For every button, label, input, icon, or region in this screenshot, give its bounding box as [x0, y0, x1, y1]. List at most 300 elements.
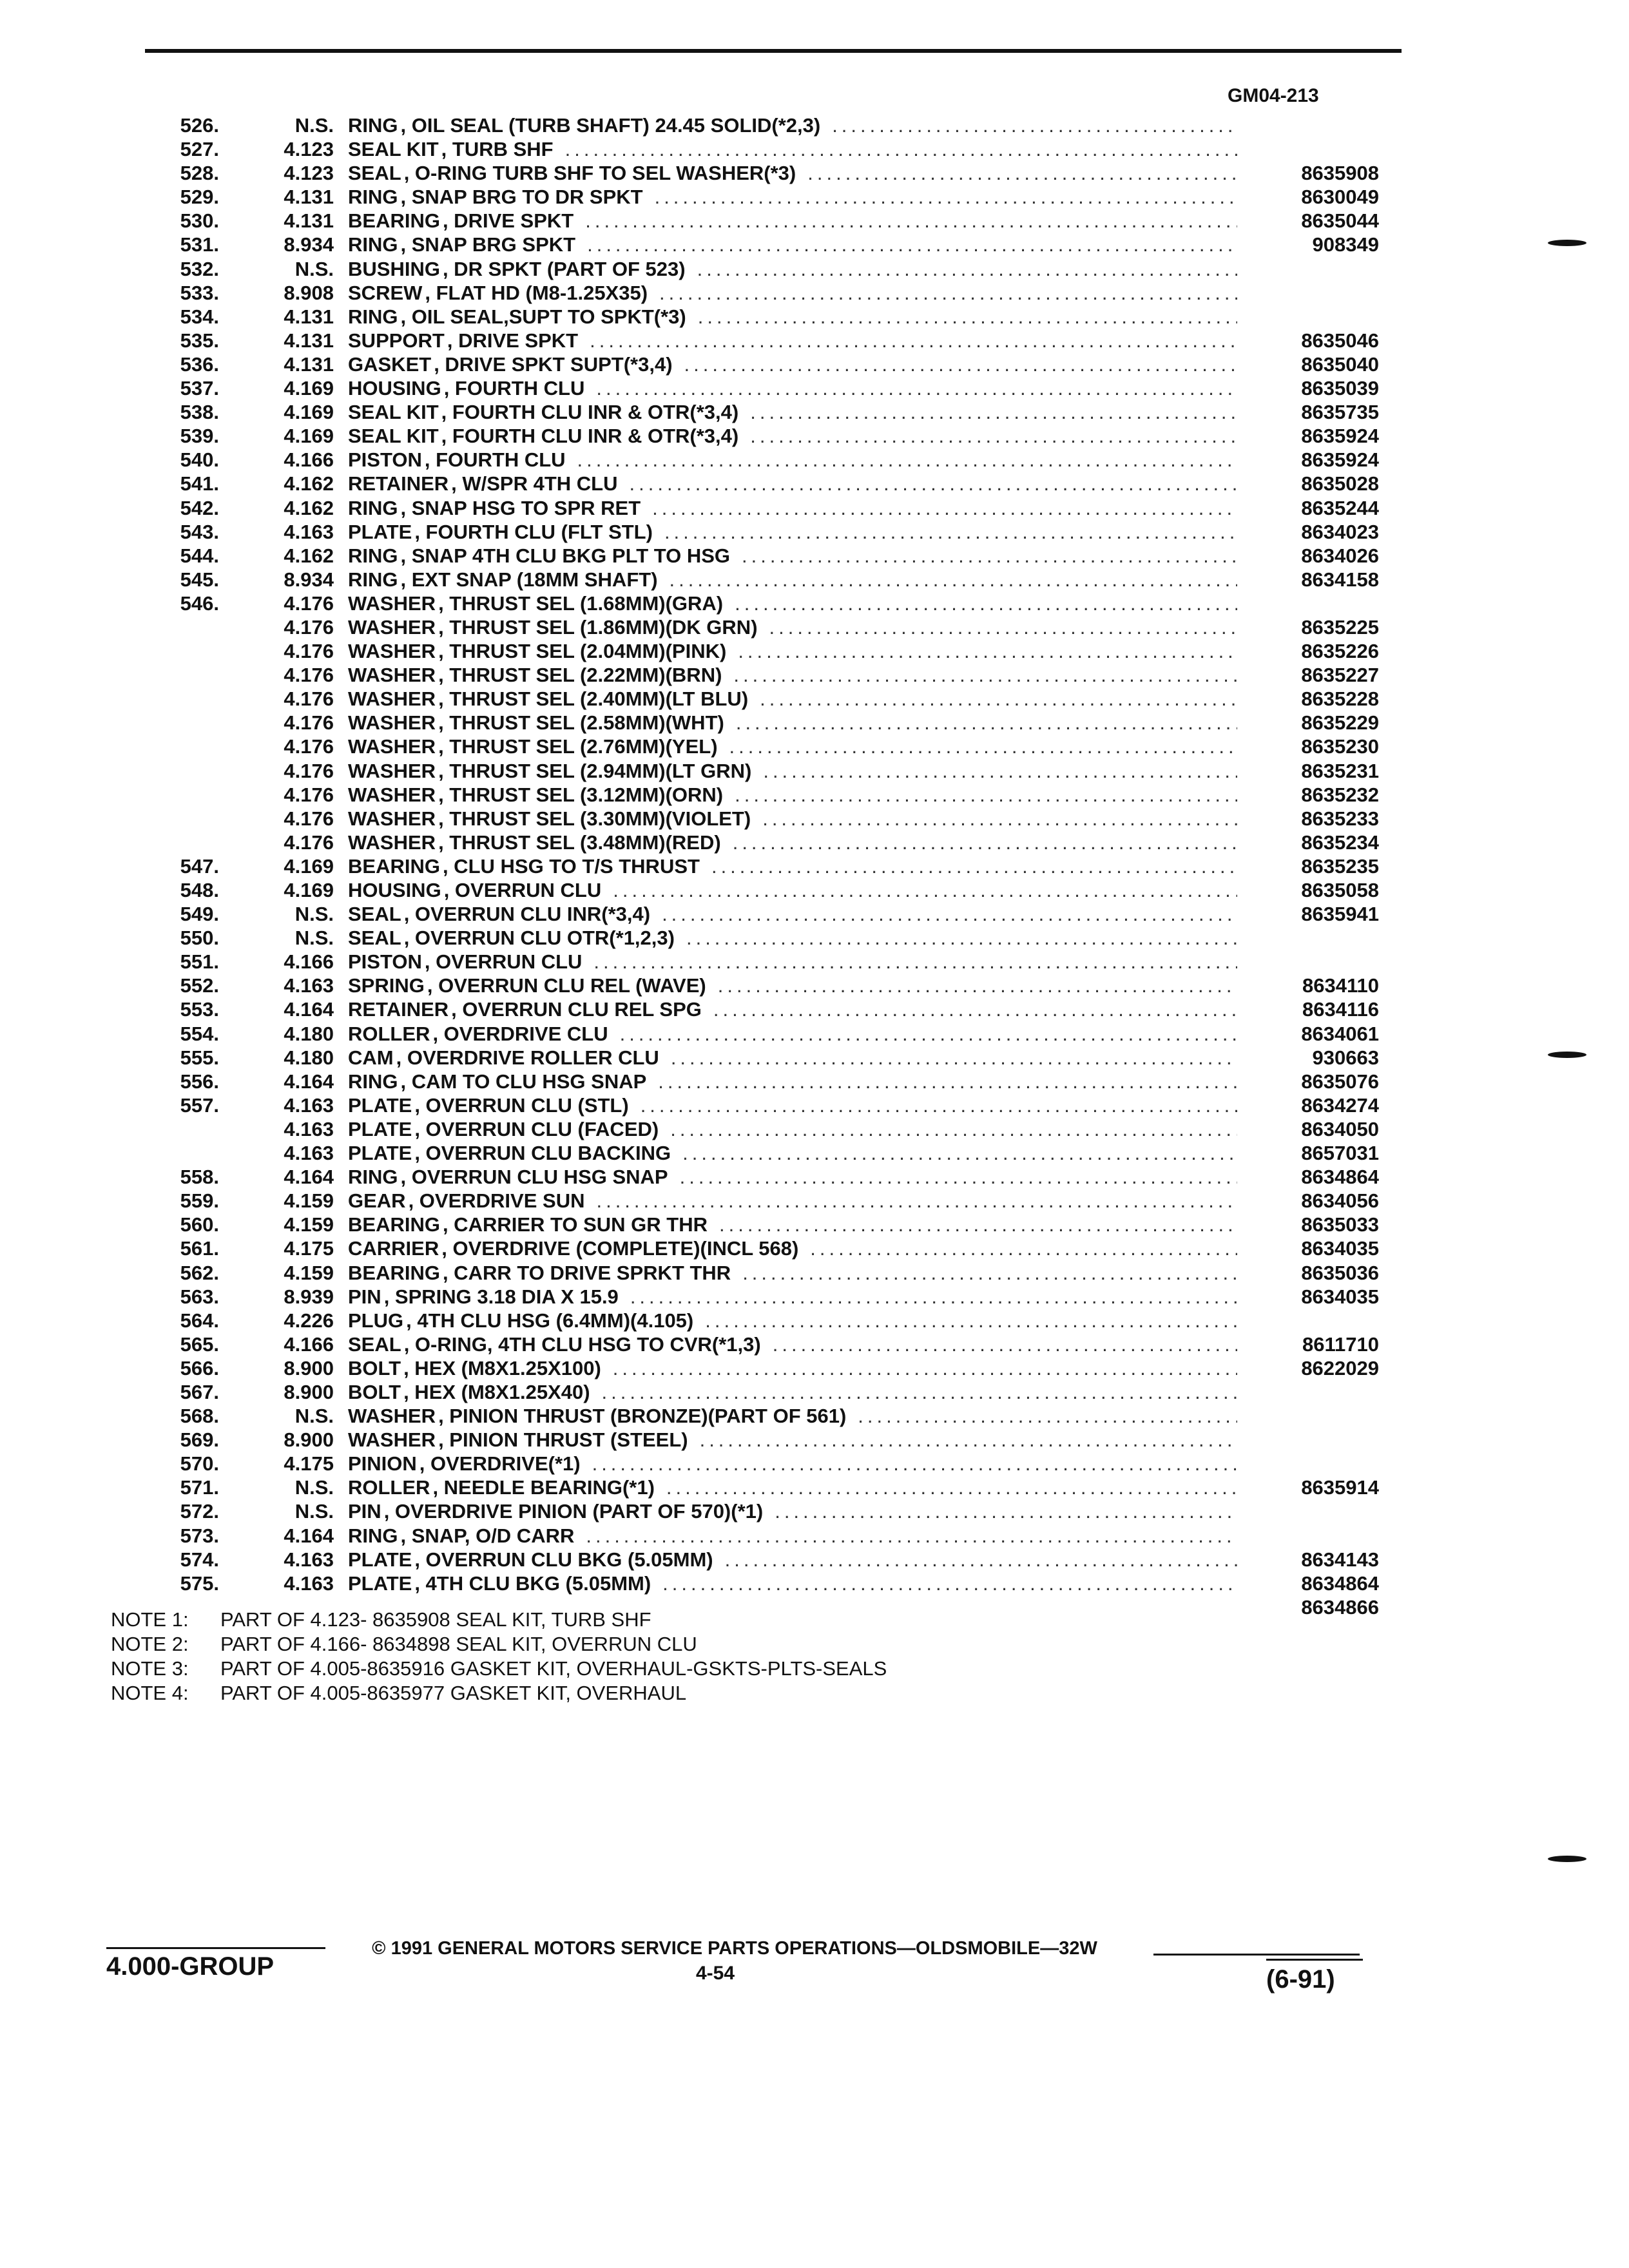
part-description	[348, 568, 1237, 591]
part-name: BEARING	[348, 1213, 440, 1236]
page-code: GM04-213	[1228, 85, 1319, 106]
part-detail: , THRUST SEL (2.94MM)(LT GRN)	[438, 759, 752, 782]
part-name: WASHER	[348, 735, 436, 758]
dot-leader	[858, 1404, 1237, 1428]
part-description	[348, 1524, 1237, 1548]
part-name: BEARING	[348, 1261, 440, 1284]
group-number: 4.131	[284, 352, 334, 376]
part-row	[0, 113, 1629, 137]
part-row	[0, 1165, 1629, 1189]
part-detail: , DRIVE SPKT SUPT(*3,4)	[434, 352, 673, 376]
part-row	[0, 1571, 1629, 1595]
dot-leader	[718, 974, 1237, 997]
part-name: BEARING	[348, 209, 440, 233]
dot-leader	[586, 1524, 1237, 1548]
part-number: 8635924	[1301, 448, 1379, 472]
group-number: 4.163	[284, 1142, 334, 1165]
part-description	[348, 1380, 1237, 1404]
part-name: SEAL KIT	[348, 138, 439, 161]
item-number: 547.	[180, 854, 219, 878]
part-detail: , SNAP BRG TO DR SPKT	[400, 186, 643, 209]
dot-leader	[742, 1261, 1237, 1285]
item-number: 545.	[180, 568, 219, 591]
dot-leader	[592, 1452, 1237, 1475]
part-name: SEAL	[348, 903, 401, 926]
item-number: 532.	[180, 257, 219, 280]
footer-rule-left	[106, 1947, 325, 1949]
group-number: 4.180	[284, 1022, 334, 1045]
part-name: PISTON	[348, 950, 422, 974]
group-number: 4.176	[284, 831, 334, 854]
part-row	[0, 1070, 1629, 1093]
part-detail: , SNAP 4TH CLU BKG PLT TO HSG	[400, 544, 731, 567]
part-description	[348, 1309, 1237, 1332]
part-number: 8635058	[1301, 879, 1379, 901]
dot-leader	[565, 137, 1237, 161]
part-name: RING	[348, 1070, 398, 1093]
part-row	[0, 185, 1629, 209]
item-number: 552.	[180, 974, 219, 997]
item-number: 551.	[180, 950, 219, 974]
note-text: PART OF 4.005-8635977 GASKET KIT, OVERHAUL	[220, 1682, 687, 1704]
part-name: SEAL	[348, 162, 401, 185]
item-number: 563.	[180, 1285, 219, 1308]
part-name: WASHER	[348, 1405, 436, 1428]
part-description	[348, 472, 1237, 495]
dot-leader	[775, 1499, 1237, 1523]
part-name: RING	[348, 1524, 398, 1547]
part-description	[348, 878, 1237, 902]
part-detail: , THRUST SEL (2.22MM)(BRN)	[438, 664, 722, 687]
part-row	[0, 950, 1629, 974]
part-row	[0, 520, 1629, 544]
dot-leader	[769, 615, 1237, 639]
part-row	[0, 329, 1629, 352]
group-number: 4.123	[284, 162, 334, 185]
part-number: 8635044	[1301, 209, 1379, 233]
group-number: 4.176	[284, 759, 334, 782]
part-description	[348, 1499, 1237, 1523]
item-number: 543.	[180, 520, 219, 543]
dot-leader	[662, 902, 1237, 926]
part-row	[0, 1332, 1629, 1356]
dot-leader	[719, 1213, 1237, 1236]
part-row	[0, 472, 1629, 495]
part-description	[348, 1046, 1237, 1070]
part-row	[0, 878, 1629, 902]
part-row	[0, 400, 1629, 424]
part-detail: , 4TH CLU HSG (6.4MM)(4.105)	[406, 1309, 694, 1332]
part-row	[0, 1236, 1629, 1260]
part-detail: , O-RING TURB SHF TO SEL WASHER(*3)	[403, 162, 796, 185]
part-row	[0, 759, 1629, 783]
group-number: 4.176	[284, 615, 334, 639]
part-name: PIN	[348, 1500, 381, 1523]
part-description	[348, 1475, 1237, 1499]
part-row	[0, 1404, 1629, 1428]
part-description	[348, 1141, 1237, 1165]
dot-leader	[662, 1571, 1237, 1595]
part-name: BEARING	[348, 854, 440, 878]
part-description	[348, 950, 1237, 974]
dot-leader	[587, 233, 1237, 256]
item-number: 574.	[180, 1548, 219, 1571]
part-name: WASHER	[348, 1428, 436, 1452]
part-detail: , THRUST SEL (1.86MM)(DK GRN)	[438, 615, 758, 639]
footer-page-number: 4-54	[696, 1963, 735, 1984]
part-name: SEAL	[348, 927, 401, 950]
part-number: 8634035	[1301, 1237, 1379, 1260]
part-detail: , THRUST SEL (1.68MM)(GRA)	[438, 591, 724, 615]
part-name: SEAL KIT	[348, 425, 439, 448]
dot-leader	[659, 281, 1237, 305]
dot-leader	[773, 1332, 1237, 1356]
part-row	[0, 161, 1629, 185]
part-description	[348, 496, 1237, 520]
part-name: PLATE	[348, 1117, 412, 1140]
dot-leader	[590, 329, 1237, 352]
part-detail: , OIL SEAL (TURB SHAFT) 24.45 SOLID(*2,3)	[400, 114, 821, 137]
dot-leader	[750, 424, 1237, 448]
item-number: 562.	[180, 1261, 219, 1284]
dot-leader	[680, 1165, 1237, 1189]
part-name: WASHER	[348, 759, 436, 782]
part-description	[348, 711, 1237, 735]
part-name: WASHER	[348, 687, 436, 711]
binder-mark	[1548, 1856, 1586, 1862]
part-number: 8634158	[1301, 568, 1379, 591]
part-description	[348, 639, 1237, 663]
part-description	[348, 687, 1237, 711]
part-name: CAM	[348, 1046, 394, 1069]
item-number: 538.	[180, 401, 219, 424]
part-detail: , TURB SHF	[441, 138, 554, 161]
group-number: 4.169	[284, 425, 334, 448]
part-row	[0, 568, 1629, 591]
dot-leader	[593, 950, 1237, 974]
part-row	[0, 1046, 1629, 1070]
dot-leader	[733, 663, 1237, 687]
part-description	[348, 1285, 1237, 1309]
item-number: 567.	[180, 1380, 219, 1403]
part-number: 8634864	[1301, 1571, 1379, 1595]
dot-leader	[711, 854, 1237, 878]
dot-leader	[697, 257, 1237, 281]
group-number: N.S.	[294, 1500, 334, 1523]
item-number: 527.	[180, 138, 219, 161]
part-number: 8635908	[1301, 162, 1379, 185]
group-number: 4.162	[284, 496, 334, 519]
part-detail: , OVERRUN CLU	[424, 950, 583, 974]
note-label: NOTE 3:	[111, 1657, 189, 1680]
part-row	[0, 1261, 1629, 1285]
notes-section	[111, 1608, 887, 1706]
group-number: 8.934	[284, 233, 334, 256]
item-number: 556.	[180, 1070, 219, 1093]
part-row	[0, 1022, 1629, 1046]
note-text: PART OF 4.123- 8635908 SEAL KIT, TURB SHF	[220, 1608, 651, 1631]
part-description	[348, 1548, 1237, 1571]
dot-leader	[577, 448, 1237, 472]
group-number: 4.162	[284, 544, 334, 567]
dot-leader	[742, 544, 1237, 568]
part-row	[0, 1093, 1629, 1117]
part-row	[0, 544, 1629, 568]
part-detail: , THRUST SEL (2.58MM)(WHT)	[438, 711, 724, 735]
dot-leader	[655, 185, 1237, 209]
binder-mark	[1548, 1052, 1586, 1058]
part-detail: , 4TH CLU BKG (5.05MM)	[414, 1571, 651, 1595]
part-number: 8635040	[1301, 352, 1379, 376]
note-label: NOTE 4:	[111, 1682, 189, 1704]
dot-leader	[700, 1428, 1237, 1452]
top-rule	[145, 49, 1402, 53]
part-description	[348, 520, 1237, 544]
dot-leader	[664, 520, 1237, 544]
part-detail: , THRUST SEL (3.48MM)(RED)	[438, 831, 721, 854]
item-number: 573.	[180, 1524, 219, 1547]
part-detail: , FOURTH CLU INR & OTR(*3,4)	[441, 425, 739, 448]
part-description	[348, 1428, 1237, 1452]
part-description	[348, 376, 1237, 400]
item-number: 554.	[180, 1022, 219, 1045]
part-description	[348, 783, 1237, 807]
part-description	[348, 735, 1237, 758]
dot-leader	[713, 997, 1237, 1021]
part-detail: , OVERDRIVE CLU	[432, 1022, 608, 1045]
group-number: 8.934	[284, 568, 334, 591]
part-detail: , FOURTH CLU	[443, 377, 585, 400]
group-number: 4.131	[284, 186, 334, 209]
part-name: SEAL	[348, 1332, 401, 1356]
part-detail: , SNAP BRG SPKT	[400, 233, 576, 256]
note-text: PART OF 4.166- 8634898 SEAL KIT, OVERRUN CLU	[220, 1633, 697, 1655]
part-row	[0, 1428, 1629, 1452]
item-number: 564.	[180, 1309, 219, 1332]
dot-leader	[738, 639, 1237, 663]
part-name: BOLT	[348, 1380, 401, 1403]
part-description	[348, 161, 1237, 185]
dot-leader	[735, 783, 1237, 807]
dot-leader	[620, 1022, 1237, 1046]
note-label: NOTE 1:	[111, 1608, 189, 1631]
part-row	[0, 1452, 1629, 1475]
part-description	[348, 1093, 1237, 1117]
part-name: GASKET	[348, 352, 432, 376]
part-description	[348, 1213, 1237, 1236]
part-number: 8657031	[1301, 1142, 1379, 1165]
item-number: 560.	[180, 1213, 219, 1236]
part-row	[0, 1475, 1629, 1499]
dot-leader	[670, 1117, 1237, 1141]
part-detail: , CARR TO DRIVE SPRKT THR	[442, 1261, 731, 1284]
footer-copyright: © 1991 GENERAL MOTORS SERVICE PARTS OPERATIONS—OLDSMOBILE—32W	[372, 1938, 1097, 1959]
part-name: CARRIER	[348, 1237, 439, 1260]
item-number: 535.	[180, 329, 219, 352]
dot-leader	[585, 209, 1237, 233]
part-description	[348, 113, 1237, 137]
part-detail: , OVERRUN CLU OTR(*1,2,3)	[403, 927, 675, 950]
part-row	[0, 209, 1629, 233]
part-number: 8635076	[1301, 1070, 1379, 1093]
part-number: 8635228	[1301, 687, 1379, 711]
part-detail: , FOURTH CLU (FLT STL)	[414, 520, 653, 543]
part-description	[348, 329, 1237, 352]
part-detail: , OVERRUN CLU REL (WAVE)	[427, 974, 706, 997]
part-number: 8622029	[1301, 1356, 1379, 1379]
part-description	[348, 926, 1237, 950]
dot-leader	[682, 1141, 1237, 1165]
part-number: 8635227	[1301, 664, 1379, 687]
dot-leader	[652, 496, 1237, 520]
item-number: 548.	[180, 879, 219, 901]
part-row	[0, 281, 1629, 305]
item-number: 536.	[180, 352, 219, 376]
item-number: 546.	[180, 591, 219, 615]
dot-leader	[686, 926, 1237, 950]
part-number: 8635941	[1301, 903, 1379, 926]
item-number: 555.	[180, 1046, 219, 1069]
parts-list	[0, 113, 1629, 1619]
part-number: 8611710	[1302, 1332, 1379, 1356]
part-number: 8635230	[1301, 735, 1379, 758]
group-number: N.S.	[294, 257, 334, 280]
group-number: 4.176	[284, 711, 334, 735]
item-number: 569.	[180, 1428, 219, 1452]
part-name: SEAL KIT	[348, 401, 439, 424]
group-number: 4.163	[284, 1571, 334, 1595]
part-description	[348, 1165, 1237, 1189]
part-description	[348, 1189, 1237, 1213]
part-row	[0, 997, 1629, 1021]
part-name: RING	[348, 186, 398, 209]
group-number: 4.176	[284, 807, 334, 830]
group-number: N.S.	[294, 114, 334, 137]
part-number: 930663	[1312, 1046, 1379, 1069]
item-number: 537.	[180, 377, 219, 400]
part-detail: , HEX (M8X1.25X100)	[403, 1356, 601, 1379]
part-detail: , FLAT HD (M8-1.25X35)	[425, 281, 648, 304]
group-number: 4.166	[284, 950, 334, 974]
part-row	[0, 687, 1629, 711]
part-name: RING	[348, 496, 398, 519]
part-description	[348, 424, 1237, 448]
part-detail: , NEEDLE BEARING(*1)	[432, 1476, 655, 1499]
item-number: 571.	[180, 1476, 219, 1499]
item-number: 542.	[180, 496, 219, 519]
part-row	[0, 711, 1629, 735]
part-row	[0, 831, 1629, 854]
dot-leader	[735, 591, 1237, 615]
part-detail: , OVERRUN CLU REL SPG	[451, 998, 702, 1021]
part-number: 8635914	[1301, 1476, 1379, 1499]
part-description	[348, 1452, 1237, 1475]
dot-leader	[733, 831, 1237, 854]
part-description	[348, 1332, 1237, 1356]
dot-leader	[641, 1093, 1237, 1117]
note-row	[111, 1681, 887, 1706]
group-number: 4.162	[284, 472, 334, 495]
part-number: 8635225	[1301, 615, 1379, 639]
part-number: 8634274	[1301, 1093, 1379, 1117]
part-row	[0, 1499, 1629, 1523]
part-description	[348, 209, 1237, 233]
group-number: 4.131	[284, 305, 334, 328]
part-detail: , OVERDRIVE(*1)	[419, 1452, 581, 1475]
part-description	[348, 902, 1237, 926]
footer-date: (6-91)	[1266, 1965, 1335, 1994]
part-name: PISTON	[348, 448, 422, 472]
part-name: WASHER	[348, 640, 436, 663]
item-number: 572.	[180, 1500, 219, 1523]
group-number: 4.159	[284, 1261, 334, 1284]
group-number: N.S.	[294, 1476, 334, 1499]
part-detail: , PINION THRUST (STEEL)	[438, 1428, 688, 1452]
part-description	[348, 997, 1237, 1021]
part-description	[348, 1070, 1237, 1093]
dot-leader	[729, 735, 1237, 758]
part-row	[0, 1141, 1629, 1165]
part-row	[0, 974, 1629, 997]
part-row	[0, 1189, 1629, 1213]
part-description	[348, 831, 1237, 854]
group-number: 4.169	[284, 854, 334, 878]
part-name: RING	[348, 1166, 398, 1189]
part-number: 8634035	[1301, 1285, 1379, 1308]
part-number: 8635235	[1301, 854, 1379, 878]
part-row	[0, 1548, 1629, 1571]
part-row	[0, 1380, 1629, 1404]
group-number: N.S.	[294, 927, 334, 950]
part-row	[0, 1524, 1629, 1548]
part-detail: , OVERRUN CLU BACKING	[414, 1142, 671, 1165]
item-number: 568.	[180, 1405, 219, 1428]
item-number: 561.	[180, 1237, 219, 1260]
group-number: 4.176	[284, 783, 334, 806]
part-detail: , OVERRUN CLU (FACED)	[414, 1117, 659, 1140]
dot-leader	[666, 1475, 1237, 1499]
part-description	[348, 1022, 1237, 1046]
part-description	[348, 305, 1237, 329]
part-number: 8634023	[1301, 520, 1379, 543]
group-number: 4.123	[284, 138, 334, 161]
dot-leader	[596, 1189, 1237, 1213]
part-detail: , OVERRUN CLU BKG (5.05MM)	[414, 1548, 713, 1571]
part-name: RING	[348, 568, 398, 591]
part-detail: , OVERDRIVE SUN	[408, 1189, 585, 1213]
part-row	[0, 1213, 1629, 1236]
group-number: N.S.	[294, 1405, 334, 1428]
item-number: 559.	[180, 1189, 219, 1213]
part-name: WASHER	[348, 615, 436, 639]
binder-mark	[1548, 240, 1586, 246]
part-row	[0, 1117, 1629, 1141]
group-number: 4.169	[284, 401, 334, 424]
dot-leader	[832, 113, 1237, 137]
part-description	[348, 974, 1237, 997]
part-detail: , THRUST SEL (2.04MM)(PINK)	[438, 640, 727, 663]
part-row	[0, 735, 1629, 758]
dot-leader	[596, 376, 1237, 400]
part-detail: , THRUST SEL (3.12MM)(ORN)	[438, 783, 724, 806]
part-description	[348, 352, 1237, 376]
part-number: 908349	[1312, 233, 1379, 256]
item-number: 526.	[180, 114, 219, 137]
item-number: 558.	[180, 1166, 219, 1189]
item-number: 553.	[180, 998, 219, 1021]
dot-leader	[658, 1070, 1237, 1093]
part-number: 8634864	[1301, 1166, 1379, 1189]
